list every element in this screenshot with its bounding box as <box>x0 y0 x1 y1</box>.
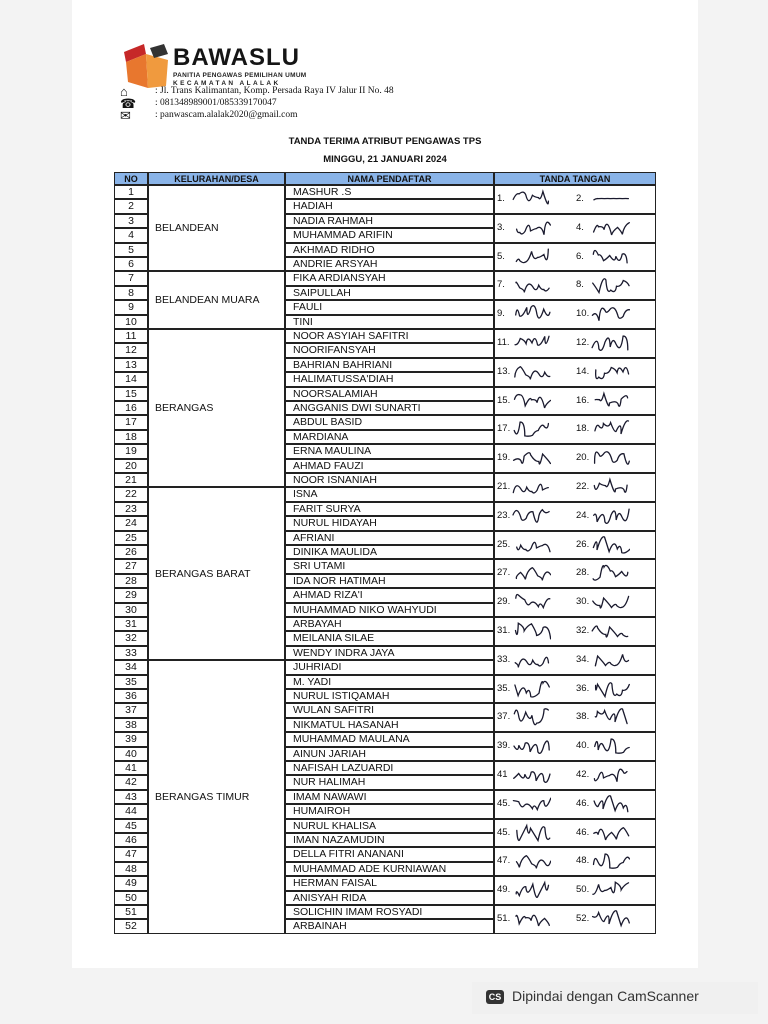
signature-number: 45. <box>497 797 511 809</box>
handwritten-signature <box>590 561 630 585</box>
handwritten-signature <box>590 907 630 931</box>
camscanner-icon: CS <box>486 990 504 1004</box>
recipient-name: WULAN SAFITRI <box>285 703 494 717</box>
handwritten-signature <box>590 648 630 672</box>
recipient-name: MUHAMMAD ARIFIN <box>285 228 494 242</box>
row-number: 32 <box>114 631 148 645</box>
recipient-name: AHMAD FAUZI <box>285 459 494 473</box>
kelurahan-group <box>148 185 285 271</box>
recipient-name: DINIKA MAULIDA <box>285 545 494 559</box>
signature-number: 36. <box>576 682 590 694</box>
recipient-name: AHMAD RIZA'I <box>285 588 494 602</box>
recipient-name: NAFISAH LAZUARDI <box>285 761 494 775</box>
recipient-name: NUR HALIMAH <box>285 775 494 789</box>
row-number: 11 <box>114 329 148 343</box>
signature-number: 51. <box>497 913 511 924</box>
row-number: 40 <box>114 747 148 761</box>
handwritten-signature <box>511 533 551 557</box>
row-number: 34 <box>114 660 148 674</box>
handwritten-signature <box>511 302 551 326</box>
row-number: 42 <box>114 775 148 789</box>
signature-number: 35. <box>497 682 511 694</box>
handwritten-signature <box>590 763 630 787</box>
signature-number: 30. <box>576 596 590 608</box>
signature-number: 40. <box>576 740 590 752</box>
row-number: 24 <box>114 516 148 530</box>
handwritten-signature <box>590 417 630 441</box>
row-number: 14 <box>114 372 148 386</box>
recipient-name: NURUL KHALISA <box>285 819 494 833</box>
recipient-name: AINUN JARIAH <box>285 747 494 761</box>
handwritten-signature <box>511 273 551 297</box>
row-number: 37 <box>114 703 148 717</box>
handwritten-signature <box>590 475 630 499</box>
handwritten-signature <box>590 273 630 297</box>
row-number: 6 <box>114 257 148 271</box>
handwritten-signature <box>590 245 630 269</box>
signature-number: 9. <box>497 308 505 320</box>
recipient-name: NOOR ASYIAH SAFITRI <box>285 329 494 343</box>
document-sheet <box>72 0 698 968</box>
handwritten-signature <box>590 619 630 643</box>
signature-number: 19. <box>497 452 511 464</box>
row-number: 45 <box>114 819 148 833</box>
row-number: 15 <box>114 387 148 401</box>
handwritten-signature <box>511 360 551 384</box>
signature-number: 42. <box>576 769 590 780</box>
signature-number: 47. <box>497 855 511 867</box>
signature-number: 8. <box>576 279 584 291</box>
signature-number: 29. <box>497 596 511 608</box>
handwritten-signature <box>511 849 551 873</box>
recipient-name: SOLICHIN IMAM ROSYADI <box>285 905 494 919</box>
row-number: 26 <box>114 545 148 559</box>
signature-number: 10. <box>576 308 590 320</box>
handwritten-signature <box>590 331 630 355</box>
row-number: 1 <box>114 185 148 199</box>
recipient-name: AKHMAD RIDHO <box>285 243 494 257</box>
recipient-name: M. YADI <box>285 675 494 689</box>
handwritten-signature <box>511 590 551 614</box>
row-number: 19 <box>114 444 148 458</box>
document-title: TANDA TERIMA ATRIBUT PENGAWAS TPS <box>288 136 482 147</box>
signature-number: 50. <box>576 884 590 896</box>
handwritten-signature <box>590 187 630 211</box>
row-number: 35 <box>114 675 148 689</box>
handwritten-signature <box>590 446 630 470</box>
recipient-name: IMAM NAWAWI <box>285 790 494 804</box>
recipient-name: TINI <box>285 315 494 329</box>
row-number: 16 <box>114 401 148 415</box>
handwritten-signature <box>511 907 551 931</box>
row-number: 33 <box>114 646 148 660</box>
kelurahan-group <box>148 660 285 934</box>
phone-icon: ☎ <box>120 96 137 111</box>
row-number: 22 <box>114 487 148 501</box>
recipient-name: MEILANIA SILAE <box>285 631 494 645</box>
signature-number: 25. <box>497 538 511 550</box>
signature-number: 5. <box>497 250 505 262</box>
row-number: 27 <box>114 559 148 573</box>
signature-number: 16. <box>576 394 590 406</box>
recipient-name: NURUL HIDAYAH <box>285 516 494 530</box>
signature-number: 22. <box>576 481 590 492</box>
handwritten-signature <box>511 648 551 672</box>
handwritten-signature <box>590 734 630 758</box>
handwritten-signature <box>511 792 551 816</box>
handwritten-signature <box>511 561 551 585</box>
row-number: 18 <box>114 430 148 444</box>
handwritten-signature <box>590 216 630 240</box>
signature-number: 46. <box>576 826 590 838</box>
recipient-name: ANGGANIS DWI SUNARTI <box>285 401 494 415</box>
handwritten-signature <box>590 849 630 873</box>
row-number: 21 <box>114 473 148 487</box>
recipient-name: ARBAINAH <box>285 919 494 933</box>
handwritten-signature <box>590 590 630 614</box>
recipient-name: ABDUL BASID <box>285 415 494 429</box>
col-tanda-tangan: TANDA TANGAN <box>494 172 656 185</box>
row-number: 38 <box>114 718 148 732</box>
kelurahan-name: BELANDEAN MUARA <box>155 294 260 307</box>
handwritten-signature <box>511 475 551 499</box>
recipient-name: JUHRIADI <box>285 660 494 674</box>
signature-number: 6. <box>576 250 584 262</box>
recipient-name: ANISYAH RIDA <box>285 891 494 905</box>
recipient-name: IMAN NAZAMUDIN <box>285 833 494 847</box>
row-number: 41 <box>114 761 148 775</box>
handwritten-signature <box>590 504 630 528</box>
row-number: 23 <box>114 502 148 516</box>
signature-number: 34. <box>576 653 590 665</box>
handwritten-signature <box>511 734 551 758</box>
col-nama: NAMA PENDAFTAR <box>285 172 494 185</box>
row-number: 13 <box>114 358 148 372</box>
recipient-name: NIKMATUL HASANAH <box>285 718 494 732</box>
signature-number: 18. <box>576 423 590 435</box>
row-number: 17 <box>114 415 148 429</box>
handwritten-signature <box>511 446 551 470</box>
camscanner-text: Dipindai dengan CamScanner <box>512 988 699 1004</box>
kelurahan-name: BELANDEAN <box>155 222 219 235</box>
handwritten-signature <box>590 389 630 413</box>
row-number: 9 <box>114 300 148 314</box>
signature-number: 33. <box>497 653 511 665</box>
recipient-name: NOORSALAMIAH <box>285 387 494 401</box>
camscanner-watermark <box>472 982 758 1014</box>
recipient-name: ERNA MAULINA <box>285 444 494 458</box>
handwritten-signature <box>511 216 551 240</box>
signature-number: 46. <box>576 797 590 809</box>
recipient-name: ARBAYAH <box>285 617 494 631</box>
handwritten-signature <box>590 792 630 816</box>
row-number: 47 <box>114 847 148 861</box>
row-number: 10 <box>114 315 148 329</box>
row-number: 12 <box>114 343 148 357</box>
row-number: 31 <box>114 617 148 631</box>
row-number: 52 <box>114 919 148 933</box>
row-number: 30 <box>114 603 148 617</box>
row-number: 51 <box>114 905 148 919</box>
signature-number: 45. <box>497 826 511 838</box>
signature-number: 14. <box>576 365 590 377</box>
recipient-name: NOOR ISNANIAH <box>285 473 494 487</box>
signature-number: 3. <box>497 221 505 233</box>
recipient-name: DELLA FITRI ANANANI <box>285 847 494 861</box>
col-kelurahan: KELURAHAN/DESA <box>148 172 285 185</box>
handwritten-signature <box>511 705 551 729</box>
email-line <box>120 110 380 124</box>
signature-number: 13. <box>497 365 511 377</box>
row-number: 5 <box>114 243 148 257</box>
signature-number: 24. <box>576 509 590 521</box>
kelurahan-name: BERANGAS BARAT <box>155 567 251 580</box>
brand-subtitle-1: PANITIA PENGAWAS PEMILIHAN UMUM <box>173 72 307 79</box>
row-number: 46 <box>114 833 148 847</box>
row-number: 39 <box>114 732 148 746</box>
signature-number: 37. <box>497 711 511 723</box>
address-text: : Jl. Trans Kalimantan, Komp. Persada Raya IV Jalur II No. 48 <box>155 86 394 96</box>
row-number: 50 <box>114 891 148 905</box>
signature-number: 12. <box>576 337 590 348</box>
row-number: 36 <box>114 689 148 703</box>
handwritten-signature <box>590 821 630 845</box>
handwritten-signature <box>511 245 551 269</box>
recipient-name: SRI UTAMI <box>285 559 494 573</box>
recipient-name: MARDIANA <box>285 430 494 444</box>
handwritten-signature <box>511 417 551 441</box>
signature-number: 17. <box>497 423 511 435</box>
signature-number: 39. <box>497 740 511 752</box>
handwritten-signature <box>511 677 551 701</box>
signature-number: 21. <box>497 481 511 492</box>
kelurahan-name: BERANGAS <box>155 402 214 415</box>
handwritten-signature <box>511 331 551 355</box>
kelurahan-name: BERANGAS TIMUR <box>155 790 250 803</box>
recipient-name: ISNA <box>285 487 494 501</box>
recipient-name: HUMAIROH <box>285 804 494 818</box>
signature-number: 7. <box>497 279 505 291</box>
signature-number: 49. <box>497 884 511 896</box>
recipient-name: MUHAMMAD MAULANA <box>285 732 494 746</box>
recipient-name: FARIT SURYA <box>285 502 494 516</box>
signature-number: 20. <box>576 452 590 464</box>
recipient-name: NURUL ISTIQAMAH <box>285 689 494 703</box>
recipient-name: MUHAMMAD ADE KURNIAWAN <box>285 862 494 876</box>
signature-number: 11. <box>497 337 510 348</box>
recipient-name: SAIPULLAH <box>285 286 494 300</box>
signature-number: 32. <box>576 625 590 636</box>
handwritten-signature <box>511 187 551 211</box>
row-number: 25 <box>114 531 148 545</box>
signature-number: 38. <box>576 711 590 723</box>
recipient-name: WENDY INDRA JAYA <box>285 646 494 660</box>
kelurahan-group <box>148 487 285 660</box>
recipient-name: HERMAN FAISAL <box>285 876 494 890</box>
signature-number: 52. <box>576 913 590 924</box>
handwritten-signature <box>590 677 630 701</box>
handwritten-signature <box>590 302 630 326</box>
handwritten-signature <box>511 504 551 528</box>
kelurahan-group <box>148 271 285 329</box>
signature-number: 28. <box>576 567 590 579</box>
signature-number: 48. <box>576 855 590 867</box>
kelurahan-group <box>148 329 285 487</box>
signature-number: 31. <box>497 625 511 636</box>
brand-subtitle-2: KECAMATAN ALALAK <box>173 80 281 87</box>
recipient-name: FIKA ARDIANSYAH <box>285 271 494 285</box>
row-number: 43 <box>114 790 148 804</box>
signature-number: 1. <box>497 193 505 204</box>
handwritten-signature <box>590 705 630 729</box>
signature-number: 41 <box>497 769 508 780</box>
recipient-name: NOORIFANSYAH <box>285 343 494 357</box>
recipient-name: MASHUR .S <box>285 185 494 199</box>
handwritten-signature <box>590 878 630 902</box>
row-number: 7 <box>114 271 148 285</box>
recipient-name: HADIAH <box>285 199 494 213</box>
recipient-name: IDA NOR HATIMAH <box>285 574 494 588</box>
signature-number: 4. <box>576 221 584 233</box>
recipient-name: ANDRIE ARSYAH <box>285 257 494 271</box>
document-date: MINGGU, 21 JANUARI 2024 <box>323 154 447 165</box>
handwritten-signature <box>511 389 551 413</box>
signature-number: 27. <box>497 567 511 579</box>
envelope-icon: ✉ <box>120 108 131 123</box>
signature-number: 2. <box>576 193 584 204</box>
handwritten-signature <box>511 619 551 643</box>
col-no: NO <box>114 172 148 185</box>
row-number: 48 <box>114 862 148 876</box>
row-number: 49 <box>114 876 148 890</box>
recipient-name: BAHRIAN BAHRIANI <box>285 358 494 372</box>
recipient-name: FAULI <box>285 300 494 314</box>
row-number: 29 <box>114 588 148 602</box>
recipient-name: NADIA RAHMAH <box>285 214 494 228</box>
home-icon: ⌂ <box>120 84 128 99</box>
recipient-name: HALIMATUSSA'DIAH <box>285 372 494 386</box>
handwritten-signature <box>511 821 551 845</box>
row-number: 2 <box>114 199 148 213</box>
signature-number: 23. <box>497 509 511 521</box>
signature-number: 15. <box>497 394 511 406</box>
row-number: 3 <box>114 214 148 228</box>
row-number: 44 <box>114 804 148 818</box>
row-number: 4 <box>114 228 148 242</box>
row-number: 20 <box>114 459 148 473</box>
handwritten-signature <box>590 360 630 384</box>
handwritten-signature <box>590 533 630 557</box>
phone-text: : 081348989001/085339170047 <box>155 98 277 108</box>
recipient-name: MUHAMMAD NIKO WAHYUDI <box>285 603 494 617</box>
handwritten-signature <box>511 878 551 902</box>
signature-number: 26. <box>576 538 590 550</box>
row-number: 28 <box>114 574 148 588</box>
brand-name: BAWASLU <box>173 44 300 71</box>
email-text: : panwascam.alalak2020@gmail.com <box>155 110 298 120</box>
recipient-name: AFRIANI <box>285 531 494 545</box>
row-number: 8 <box>114 286 148 300</box>
handwritten-signature <box>511 763 551 787</box>
